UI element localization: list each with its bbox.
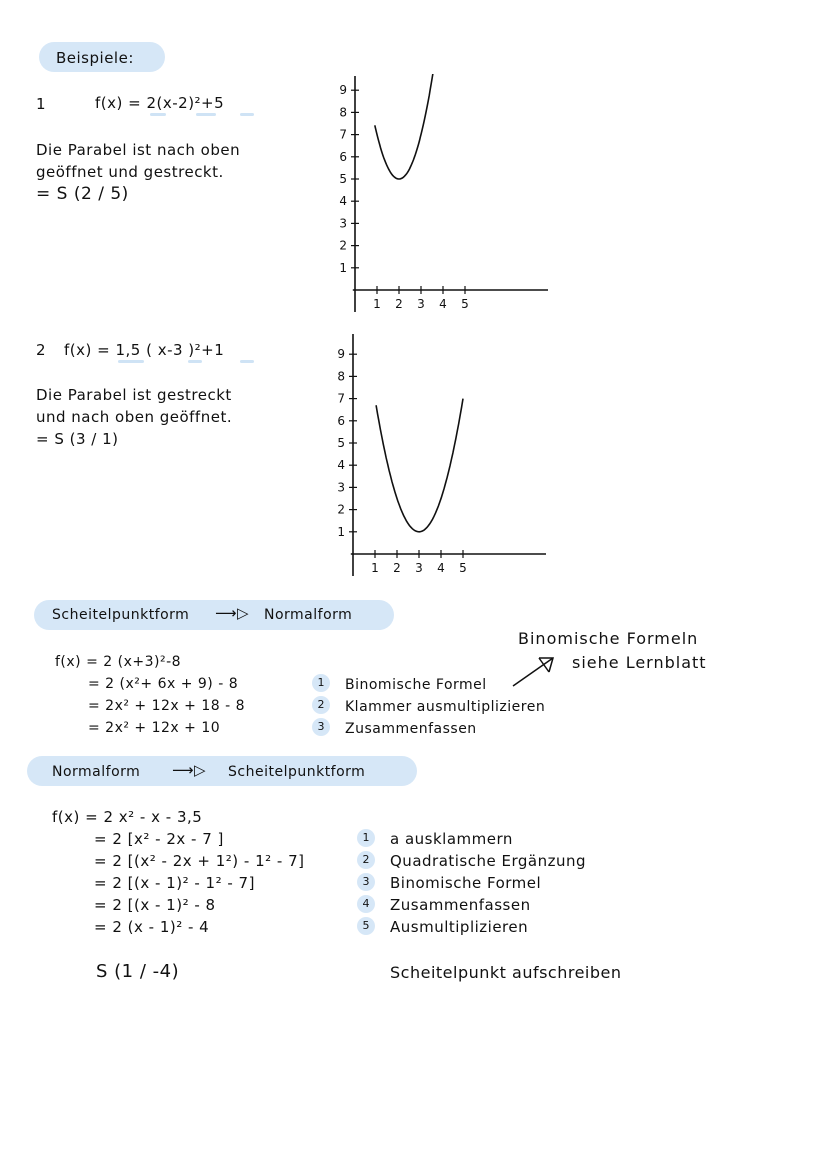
y-tick-label: 3 <box>337 480 345 495</box>
section3-line-4: = 2 [(x - 1)² - 8 <box>94 896 216 914</box>
y-tick-label: 3 <box>339 216 347 231</box>
section2-from: Scheitelpunktform <box>52 607 190 623</box>
section3-step-4: Zusammenfassen <box>390 896 531 914</box>
example-1-desc-line2: geöffnet und gestreckt. <box>36 163 224 181</box>
section3-line-5: = 2 (x - 1)² - 4 <box>94 918 210 936</box>
section2-line-3: = 2x² + 12x + 10 <box>88 720 221 736</box>
section2-line-2: = 2x² + 12x + 18 - 8 <box>88 698 246 714</box>
section3-result: S (1 / -4) <box>96 961 180 982</box>
x-tick-label: 5 <box>459 561 467 575</box>
y-tick-label: 9 <box>337 347 345 362</box>
example-2-desc-line2: und nach oben geöffnet. <box>36 408 233 426</box>
step-badge: 4 <box>357 895 375 913</box>
y-tick-label: 5 <box>339 172 347 186</box>
x-tick-label: 3 <box>417 297 425 311</box>
y-tick-label: 8 <box>339 105 347 120</box>
step-badge: 1 <box>312 674 330 692</box>
parabola-graph-2 <box>326 334 546 582</box>
example-1-formula: f(x) = 2(x-2)²+5 <box>95 94 225 112</box>
section3-step-2: Quadratische Ergänzung <box>390 852 587 870</box>
example-1-desc-line1: Die Parabel ist nach oben <box>36 141 241 159</box>
parabola-curve <box>375 74 434 179</box>
section3-to: Scheitelpunktform <box>228 764 366 780</box>
highlight-mark <box>196 113 216 116</box>
arrow-icon: ⟶▷ <box>215 604 250 622</box>
y-tick-label: 8 <box>337 369 345 384</box>
section3-step-3: Binomische Formel <box>390 874 542 892</box>
highlight-mark <box>118 360 144 363</box>
example-2-formula: f(x) = 1,5 ( x-3 )²+1 <box>64 341 225 359</box>
section2-line-0: f(x) = 2 (x+3)²-8 <box>55 654 182 670</box>
x-tick-label: 3 <box>415 561 423 575</box>
section3-line-1: = 2 [x² - 2x - 7 ] <box>94 830 224 848</box>
arrow-icon: ⟶▷ <box>172 761 207 779</box>
section3-step-1: a ausklammern <box>390 830 513 848</box>
y-tick-label: 4 <box>337 458 345 473</box>
section2-step-1: Binomische Formel <box>345 677 487 693</box>
y-tick-label: 1 <box>339 260 347 275</box>
y-tick-label: 5 <box>337 436 345 450</box>
section3-line-2: = 2 [(x² - 2x + 1²) - 1² - 7] <box>94 852 305 870</box>
section2-step-2: Klammer ausmultiplizieren <box>345 699 546 715</box>
section3-line-0: f(x) = 2 x² - x - 3,5 <box>52 808 203 826</box>
section3-from: Normalform <box>52 764 141 780</box>
parabola-graph-1 <box>328 74 548 314</box>
example-2-vertex: = S (3 / 1) <box>36 430 119 448</box>
parabola-curve <box>376 399 463 532</box>
x-tick-label: 1 <box>371 561 379 575</box>
section2-line-1: = 2 (x²+ 6x + 9) - 8 <box>88 676 239 692</box>
note-arrow-icon <box>505 650 565 692</box>
section2-step-3: Zusammenfassen <box>345 721 477 737</box>
y-tick-label: 2 <box>337 502 345 517</box>
section3-result-note: Scheitelpunkt aufschreiben <box>390 963 622 982</box>
note-binomische-formeln: Binomische Formeln <box>518 629 699 648</box>
x-tick-label: 5 <box>461 297 469 311</box>
step-badge: 2 <box>312 696 330 714</box>
y-tick-label: 9 <box>339 83 347 98</box>
y-tick-label: 4 <box>339 194 347 209</box>
x-tick-label: 4 <box>439 297 447 311</box>
section3-line-3: = 2 [(x - 1)² - 1² - 7] <box>94 874 255 892</box>
x-tick-label: 2 <box>393 561 401 575</box>
step-badge: 5 <box>357 917 375 935</box>
y-tick-label: 1 <box>337 524 345 539</box>
example-2-number: 2 <box>36 341 47 359</box>
y-tick-label: 7 <box>339 127 347 142</box>
example-1-vertex: = S (2 / 5) <box>36 184 129 204</box>
note-siehe-lernblatt: siehe Lernblatt <box>572 653 707 672</box>
step-badge: 1 <box>357 829 375 847</box>
section3-step-5: Ausmultiplizieren <box>390 918 529 936</box>
step-badge: 3 <box>312 718 330 736</box>
y-tick-label: 6 <box>337 413 345 428</box>
example-1-number: 1 <box>36 95 47 113</box>
highlight-mark <box>188 360 202 363</box>
y-tick-label: 2 <box>339 238 347 253</box>
highlight-mark <box>150 113 166 116</box>
step-badge: 2 <box>357 851 375 869</box>
x-tick-label: 2 <box>395 297 403 311</box>
step-badge: 3 <box>357 873 375 891</box>
x-tick-label: 1 <box>373 297 381 311</box>
x-tick-label: 4 <box>437 561 445 575</box>
example-2-desc-line1: Die Parabel ist gestreckt <box>36 386 232 404</box>
y-tick-label: 6 <box>339 149 347 164</box>
examples-header: Beispiele: <box>56 49 134 67</box>
highlight-mark <box>240 360 254 363</box>
section2-to: Normalform <box>264 607 353 623</box>
highlight-mark <box>240 113 254 116</box>
y-tick-label: 7 <box>337 391 345 406</box>
